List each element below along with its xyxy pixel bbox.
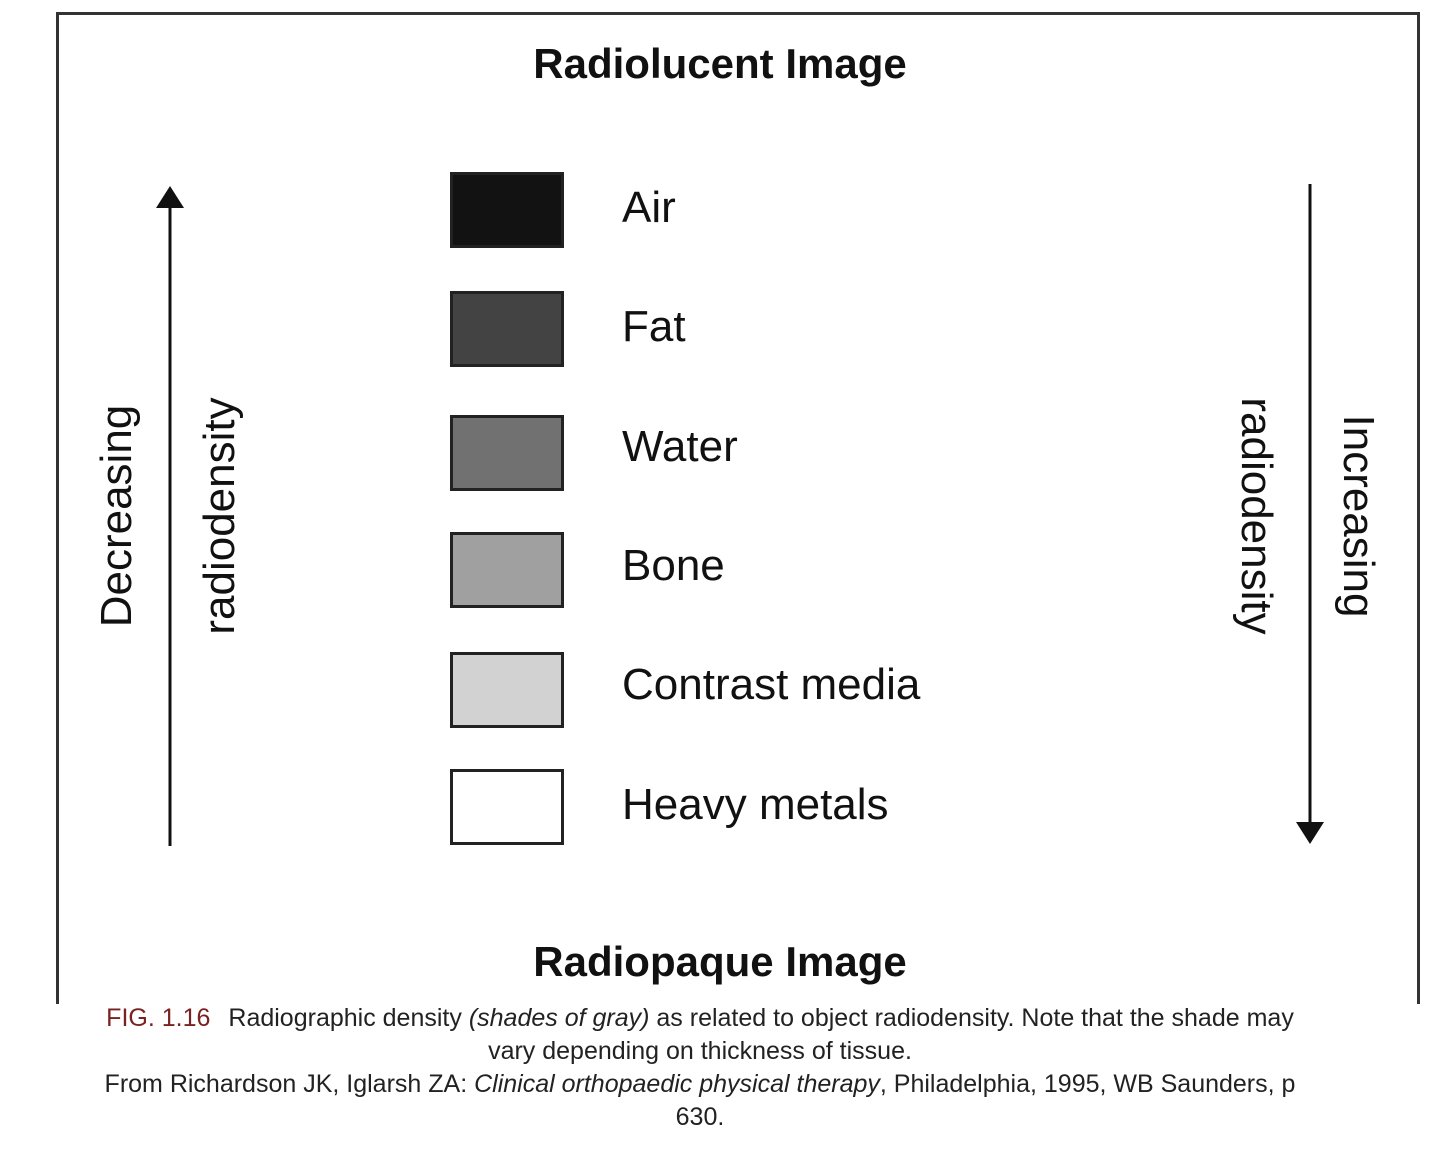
- caption-line-source: [100, 1068, 1300, 1134]
- heavy-metals-label: Heavy metals: [622, 780, 889, 829]
- decreasing-radiodensity-label: radiodensity: [195, 397, 244, 635]
- fat-label: Fat: [622, 302, 686, 351]
- bone-swatch: [450, 532, 564, 608]
- caption-text-end: as related to object radiodensity. Note that the shade may vary depending on thickness of tissue.: [488, 1004, 1294, 1065]
- air-swatch: [450, 172, 564, 248]
- caption-text-start: Radiographic density: [228, 1004, 469, 1032]
- decreasing-label: Decreasing: [92, 404, 141, 628]
- caption-line-description: [100, 1002, 1300, 1068]
- source-title: Clinical orthopaedic physical therapy: [474, 1070, 880, 1098]
- increasing-label: Increasing: [1334, 414, 1383, 618]
- bone-label: Bone: [622, 541, 725, 590]
- water-swatch: [450, 415, 564, 491]
- radiolucent-title: Radiolucent Image: [533, 40, 907, 87]
- contrast-media-label: Contrast media: [622, 660, 921, 709]
- up-arrow-icon: [156, 186, 184, 846]
- water-label: Water: [622, 422, 738, 471]
- increasing-radiodensity-label: radiodensity: [1232, 397, 1281, 635]
- figure-caption: [100, 1002, 1300, 1134]
- down-arrow-icon: [1296, 184, 1324, 844]
- radiopaque-title: Radiopaque Image: [533, 938, 907, 985]
- source-suffix: , Philadelphia, 1995, WB Saunders, p 630.: [675, 1070, 1296, 1131]
- heavy-metals-swatch: [450, 769, 564, 845]
- caption-italic: (shades of gray): [468, 1004, 650, 1032]
- fat-swatch: [450, 291, 564, 367]
- air-label: Air: [622, 183, 676, 232]
- figure-number: FIG. 1.16: [106, 1004, 211, 1032]
- source-prefix: From Richardson JK, Iglarsh ZA:: [104, 1070, 475, 1098]
- contrast-media-swatch: [450, 652, 564, 728]
